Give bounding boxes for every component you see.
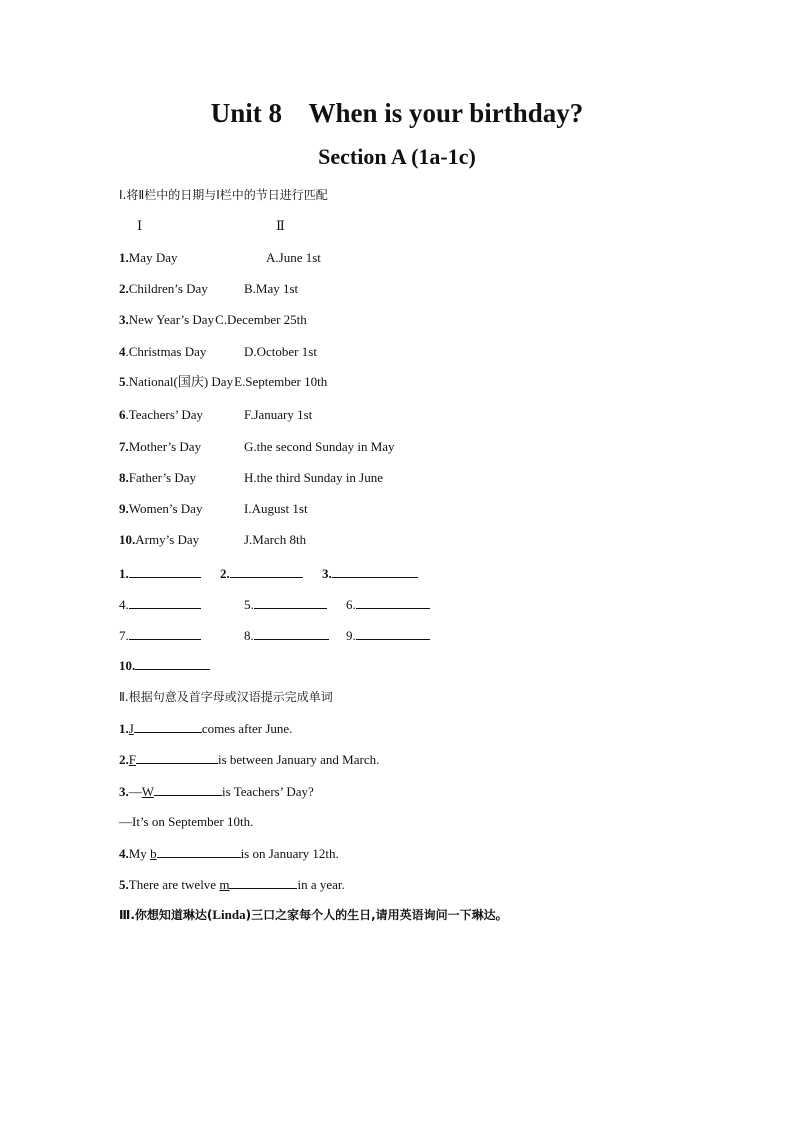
holiday-name: Women’s Day xyxy=(128,501,203,516)
part3-heading xyxy=(119,907,508,923)
date-option: F.January 1st xyxy=(244,407,313,422)
answer-blank-7[interactable] xyxy=(119,627,201,644)
date-option: E.September 10th xyxy=(234,374,328,389)
fill-blank[interactable] xyxy=(229,876,297,889)
answer-number: 5. xyxy=(244,597,254,612)
match-row xyxy=(119,312,307,328)
answer-blank-8[interactable] xyxy=(244,627,329,644)
question-2 xyxy=(119,751,379,768)
column1-label: Ⅰ xyxy=(137,218,143,233)
part3-heading-text: Ⅲ.你想知道琳达( xyxy=(119,908,213,922)
holiday-name: May Day xyxy=(128,250,178,265)
date-option: G.the second Sunday in May xyxy=(244,439,395,454)
answer-number: 8. xyxy=(244,628,254,643)
holiday-name: .National(国庆) Day xyxy=(125,374,234,389)
row-number: 6 xyxy=(119,407,126,422)
page-title: Unit 8 When is your birthday? xyxy=(210,98,584,128)
fill-blank[interactable] xyxy=(134,720,202,733)
date-option: A.June 1st xyxy=(266,250,321,265)
answer-blank-10[interactable] xyxy=(119,657,210,674)
row-number: 4 xyxy=(119,344,126,359)
part3-heading-name: Linda xyxy=(212,907,246,922)
hint-letter: m xyxy=(219,877,230,892)
fill-blank[interactable] xyxy=(136,751,218,764)
date-option: B.May 1st xyxy=(244,281,299,296)
answer-blank-6[interactable] xyxy=(346,596,430,613)
section-subtitle: Section A (1a-1c) xyxy=(318,144,476,169)
answer-number: 4. xyxy=(119,597,129,612)
date-option: C.December 25th xyxy=(215,312,307,327)
holiday-name: New Year’s Day xyxy=(128,312,215,327)
match-row xyxy=(119,470,196,486)
match-row xyxy=(119,281,208,297)
answer-number: 6. xyxy=(346,597,356,612)
answer-blank-1[interactable] xyxy=(119,565,201,582)
question-text: is between January and March. xyxy=(217,752,380,767)
part2-heading: Ⅱ.根据句意及首字母或汉语提示完成单词 xyxy=(119,690,333,704)
hint-letter: W xyxy=(141,784,155,799)
answer-blank-2[interactable] xyxy=(220,565,303,582)
question-3 xyxy=(119,783,314,800)
date-option: J.March 8th xyxy=(244,532,307,547)
column2-label: Ⅱ xyxy=(276,218,285,233)
row-number: 10. xyxy=(119,532,136,547)
answer-blank-4[interactable] xyxy=(119,596,201,613)
answer-number: 7. xyxy=(119,628,129,643)
row-number: 9. xyxy=(119,501,129,516)
holiday-name: Army’s Day xyxy=(135,532,200,547)
date-option: I.August 1st xyxy=(244,501,308,516)
row-number: 3. xyxy=(119,312,129,327)
hint-letter: J xyxy=(128,721,134,736)
question-number: 3. xyxy=(119,784,129,799)
row-number: 1. xyxy=(119,250,129,265)
match-row xyxy=(119,344,206,360)
answer-number: 10. xyxy=(119,658,136,673)
question-number: 4. xyxy=(119,846,129,861)
match-row xyxy=(119,407,203,423)
answer-number: 9. xyxy=(346,628,356,643)
answer-number: 2. xyxy=(220,566,230,581)
question-text: is on January 12th. xyxy=(240,846,339,861)
hint-letter: F xyxy=(128,752,136,767)
question-text: is Teachers’ Day? xyxy=(222,784,314,799)
fill-blank[interactable] xyxy=(154,783,222,796)
question-text: My xyxy=(128,846,151,861)
match-row xyxy=(119,532,199,548)
part1-heading: Ⅰ.将Ⅱ栏中的日期与Ⅰ栏中的节日进行匹配 xyxy=(119,188,328,202)
match-row xyxy=(119,374,327,390)
date-option: H.the third Sunday in June xyxy=(244,470,384,485)
question-3-answer: —It’s on September 10th. xyxy=(119,814,254,829)
question-4 xyxy=(119,845,339,862)
question-text: comes after June. xyxy=(201,721,293,736)
question-text: in a year. xyxy=(297,877,345,892)
holiday-name: .Christmas Day xyxy=(125,344,207,359)
dialog-dash: — xyxy=(128,784,142,799)
holiday-name: .Teachers’ Day xyxy=(125,407,204,422)
match-row xyxy=(119,439,201,455)
fill-blank[interactable] xyxy=(157,845,241,858)
match-row xyxy=(119,250,178,266)
question-number: 1. xyxy=(119,721,129,736)
answer-number: 3. xyxy=(322,566,332,581)
date-option: D.October 1st xyxy=(244,344,317,359)
question-number: 5. xyxy=(119,877,129,892)
holiday-name: Father’s Day xyxy=(128,470,197,485)
answer-number: 1. xyxy=(119,566,129,581)
row-number: 5 xyxy=(119,374,126,389)
part3-heading-text: )三口之家每个人的生日,请用英语询问一下琳达。 xyxy=(245,908,508,922)
hint-letter: b xyxy=(150,846,157,861)
answer-blank-3[interactable] xyxy=(322,565,418,582)
row-number: 2. xyxy=(119,281,129,296)
question-text: There are twelve xyxy=(128,877,220,892)
holiday-name: Mother’s Day xyxy=(128,439,202,454)
match-row xyxy=(119,501,202,517)
answer-blank-9[interactable] xyxy=(346,627,430,644)
question-5 xyxy=(119,876,345,893)
answer-blank-5[interactable] xyxy=(244,596,327,613)
row-number: 8. xyxy=(119,470,129,485)
row-number: 7. xyxy=(119,439,129,454)
question-1 xyxy=(119,720,292,737)
holiday-name: Children’s Day xyxy=(128,281,208,296)
question-number: 2. xyxy=(119,752,129,767)
